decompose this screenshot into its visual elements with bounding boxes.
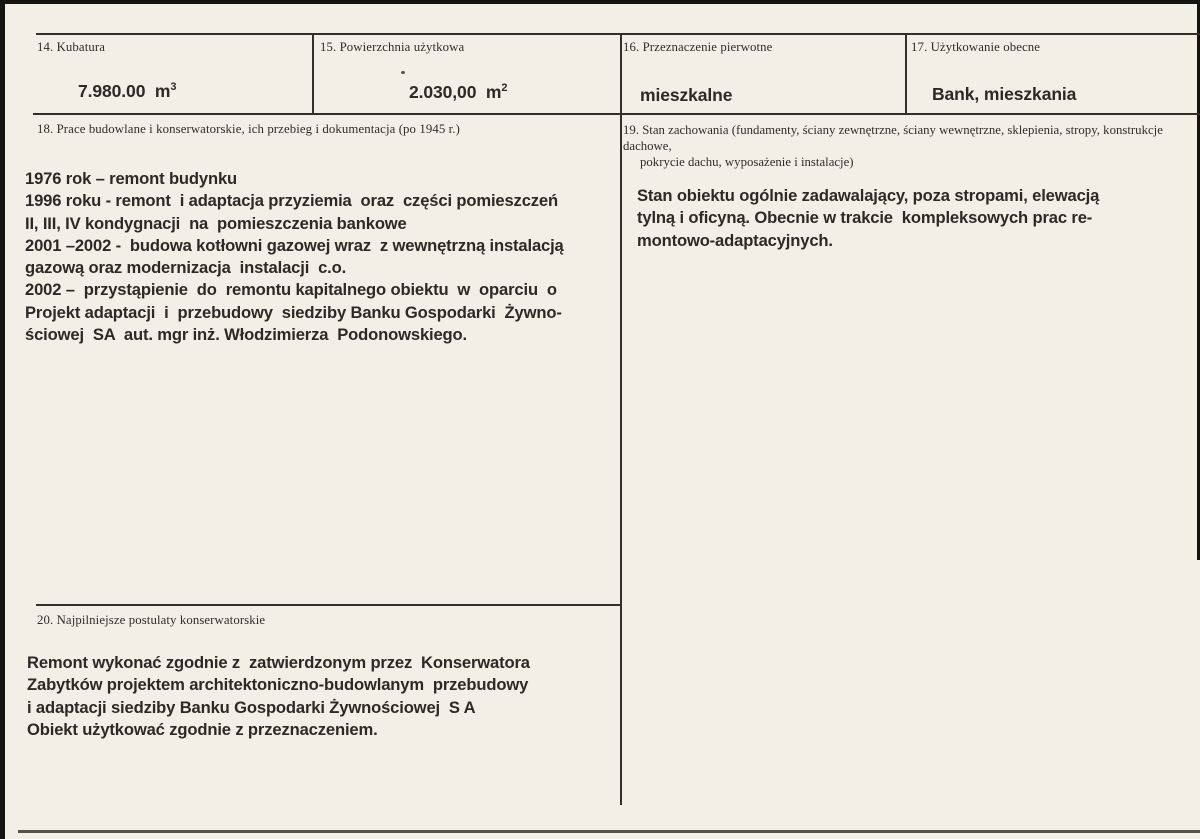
field14-unit: $m^3$ bbox=[154, 81, 177, 101]
section18-line: Projekt adaptacji i przebudowy siedziby Banku Gospodarki Żywno- bbox=[25, 302, 562, 322]
section19-label bbox=[623, 122, 1193, 170]
section18-line: 2002 – przystąpienie do remontu kapitalnego obiektu w oparciu o bbox=[25, 280, 557, 300]
field17-label: 17. Użytkowanie obecne bbox=[911, 40, 1041, 54]
divider-columns bbox=[620, 33, 622, 805]
field16-value: mieszkalne bbox=[640, 85, 733, 105]
divider-field14-15 bbox=[312, 33, 314, 115]
field15-label: 15. Powierzchnia użytkowa bbox=[320, 40, 465, 54]
section18-text bbox=[25, 168, 600, 346]
field14-value bbox=[78, 81, 176, 102]
scan-speck bbox=[401, 71, 405, 74]
field15-unit: $m^2$ bbox=[485, 82, 508, 102]
rule-section20-top bbox=[36, 604, 622, 606]
field16-label: 16. Przeznaczenie pierwotne bbox=[623, 40, 773, 54]
section19-label-line2: pokrycie dachu, wyposażenie i instalacje) bbox=[640, 155, 854, 169]
section18-label: 18. Prace budowlane i konserwatorskie, ich przebieg i dokumentacja (po 1945 r.) bbox=[37, 122, 460, 136]
section18-line: 2001 –2002 - budowa kotłowni gazowej wraz z wewnętrzną instalacją bbox=[25, 235, 564, 255]
section18-line: 1996 roku - remont i adaptacja przyziemia oraz części pomieszczeń bbox=[25, 191, 558, 211]
section19-text bbox=[637, 185, 1147, 252]
section20-text bbox=[27, 652, 587, 741]
section18-line: gazową oraz modernizacja instalacji c.o. bbox=[25, 258, 347, 278]
section20-line: Obiekt użytkować zgodnie z przeznaczeniem. bbox=[27, 719, 378, 739]
rule-field-row-bottom bbox=[33, 113, 1200, 115]
section20-line: i adaptacji siedziby Banku Gospodarki Żywnościowej S A bbox=[27, 697, 476, 717]
section19-line: tylną i oficyną. Obecnie w trakcie kompleksowych prac re- bbox=[637, 208, 1093, 228]
section19-line: montowo-adaptacyjnych. bbox=[637, 230, 833, 250]
scan-edge-bottom bbox=[18, 830, 1200, 833]
section19-line: Stan obiektu ogólnie zadawalający, poza stropami, elewacją bbox=[637, 186, 1100, 205]
section20-label: 20. Najpilniejsze postulaty konserwatorskie bbox=[37, 613, 266, 627]
divider-field16-17 bbox=[905, 33, 907, 115]
scan-edge-top bbox=[0, 0, 1200, 4]
section18-line: II, III, IV kondygnacji na pomieszczenia bankowe bbox=[25, 213, 407, 233]
section18-line: ściowej SA aut. mgr inż. Włodzimierza Podonowskiego. bbox=[25, 325, 467, 345]
field17-value: Bank, mieszkania bbox=[932, 84, 1077, 104]
field14-label: 14. Kubatura bbox=[37, 40, 106, 54]
field15-value bbox=[409, 82, 507, 103]
rule-top bbox=[36, 33, 1200, 35]
scan-edge-left bbox=[0, 0, 5, 839]
field15-number: 2.030,00 bbox=[409, 82, 477, 102]
section18-line: 1976 rok – remont budynku bbox=[25, 169, 238, 188]
section20-line: Zabytków projektem architektoniczno-budowlanym przebudowy bbox=[27, 675, 529, 695]
section20-line: Remont wykonać zgodnie z zatwierdzonym przez Konserwatora bbox=[27, 653, 530, 672]
field14-number: 7.980.00 bbox=[78, 81, 146, 101]
section19-label-line1: 19. Stan zachowania (fundamenty, ściany zewnętrzne, ściany wewnętrzne, sklepienia, stropy, konstrukcje dachowe, bbox=[623, 123, 1163, 153]
